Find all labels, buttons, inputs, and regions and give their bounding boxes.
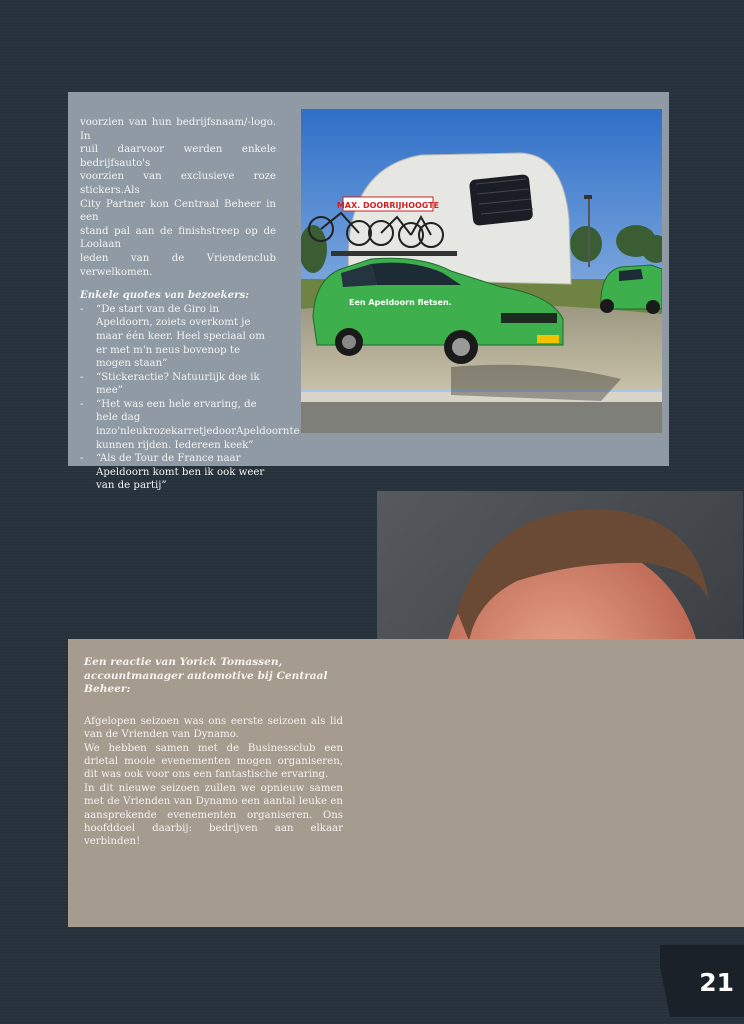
quotes-heading: Enkele quotes van bezoekers: xyxy=(80,289,249,302)
reaction-heading: Een reactie van Yorick Tomassen, accountmanager automotive bij Centraal Beheer: xyxy=(84,656,328,696)
intro-line: leden van de Vriendenclub verwelkomen. xyxy=(80,252,276,278)
quote-item: - “Het was een hele ervaring, de hele dag inzo'nleukrozekarretjedoorApeldoornte kunnen rijden. Iedereen keek” xyxy=(80,398,276,452)
intro-line: stand pal aan de finishstreep op de Loolaan xyxy=(80,225,276,251)
page-number: 21 xyxy=(699,968,734,997)
reaction-text xyxy=(84,656,343,849)
reaction-paragraph: In dit nieuwe seizoen zullen we opnieuw samen met de Vrienden van Dynamo een aantal leuke en aansprekende evenementen organiseren. Ons hoofddoel daarbij: bedrijven aan elkaar verbinden! xyxy=(84,782,343,848)
reaction-paragraph: We hebben samen met de Businessclub een drietal mooie evenementen mogen organiseren, dit was ook voor ons een fantastische ervaring. xyxy=(84,742,343,781)
intro-line: voorzien van exclusieve roze stickers.Als xyxy=(80,171,276,196)
intro-line: voorzien van hun bedrijfsnaam/-logo. In xyxy=(80,117,276,142)
quote-item: - “De start van de Giro in Apeldoorn, zoiets overkomt je maar één keer. Heel speciaal om er met m'n neus bovenop te mogen staan” xyxy=(80,303,276,371)
intro-line: City Partner kon Centraal Beheer in een xyxy=(80,198,276,224)
quotes-list xyxy=(80,303,300,493)
car-door-text: Een Apeldoorn fietsen. xyxy=(349,298,452,307)
event-article-text xyxy=(80,116,300,493)
intro-line: ruil daarvoor werden enkele bedrijfsauto's xyxy=(80,144,276,169)
roof-sign-text: MAX. DOORRIJHOOGTE xyxy=(336,201,440,210)
quote-item: - “Als de Tour de France naar Apeldoorn komt ben ik ook weer van de partij” xyxy=(80,452,276,493)
quote-item: - “Stickeractie? Natuurlijk doe ik mee” xyxy=(80,371,276,398)
reaction-paragraph: Afgelopen seizoen was ons eerste seizoen als lid van de Vrienden van Dynamo. xyxy=(84,715,343,741)
car-photo xyxy=(301,109,662,433)
